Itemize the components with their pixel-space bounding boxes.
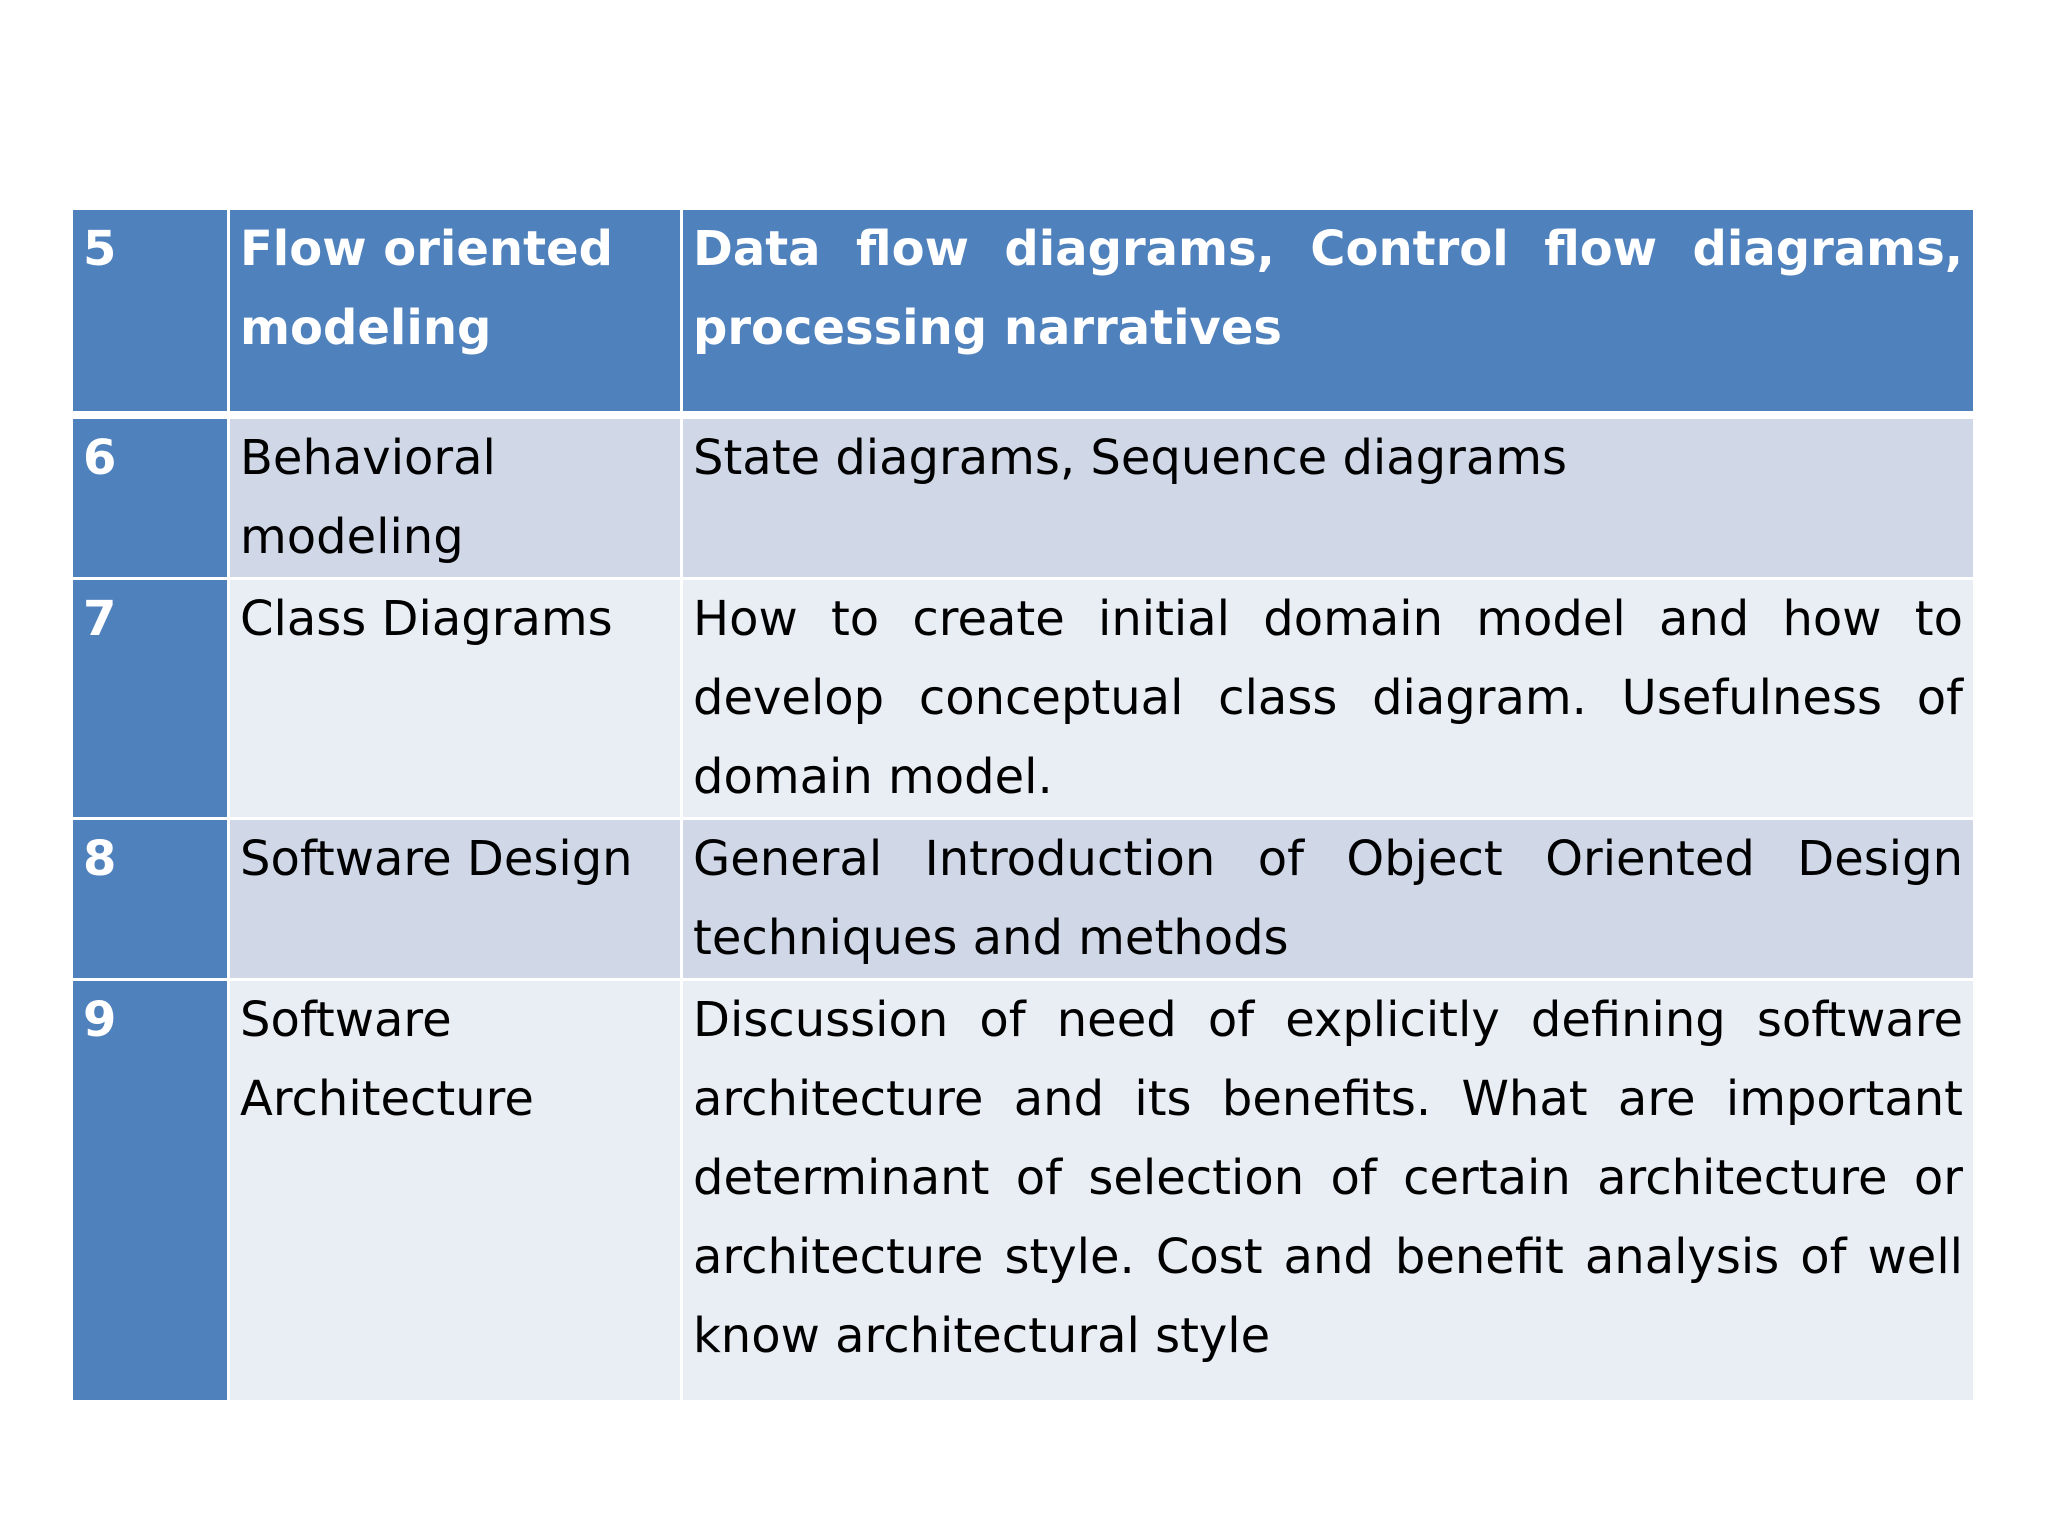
table-row	[72, 980, 1975, 1402]
table-row	[72, 209, 1975, 416]
description-cell: How to create initial domain model and how to develop conceptual class diagram. Usefulness of domain model.	[682, 579, 1975, 819]
topic-cell: Class Diagrams	[229, 579, 682, 819]
syllabus-table	[70, 207, 1976, 1403]
table-row	[72, 415, 1975, 579]
description-cell: General Introduction of Object Oriented Design techniques and methods	[682, 819, 1975, 980]
topic-cell: Flow oriented modeling	[229, 209, 682, 416]
row-number: 5	[72, 209, 229, 416]
topic-cell: Software Architecture	[229, 980, 682, 1402]
table-row	[72, 579, 1975, 819]
row-number: 6	[72, 415, 229, 579]
row-number: 8	[72, 819, 229, 980]
topic-cell: Behavioral modeling	[229, 415, 682, 579]
row-number: 7	[72, 579, 229, 819]
topic-cell: Software Design	[229, 819, 682, 980]
row-number: 9	[72, 980, 229, 1402]
table-row	[72, 819, 1975, 980]
description-cell: Discussion of need of explicitly defining software architecture and its benefits. What are important determinant of selection of certain architecture or architecture style. Cost and benefit analysis of well know architectural style	[682, 980, 1975, 1402]
description-cell: State diagrams, Sequence diagrams	[682, 415, 1975, 579]
description-cell: Data flow diagrams, Control flow diagrams, processing narratives	[682, 209, 1975, 416]
